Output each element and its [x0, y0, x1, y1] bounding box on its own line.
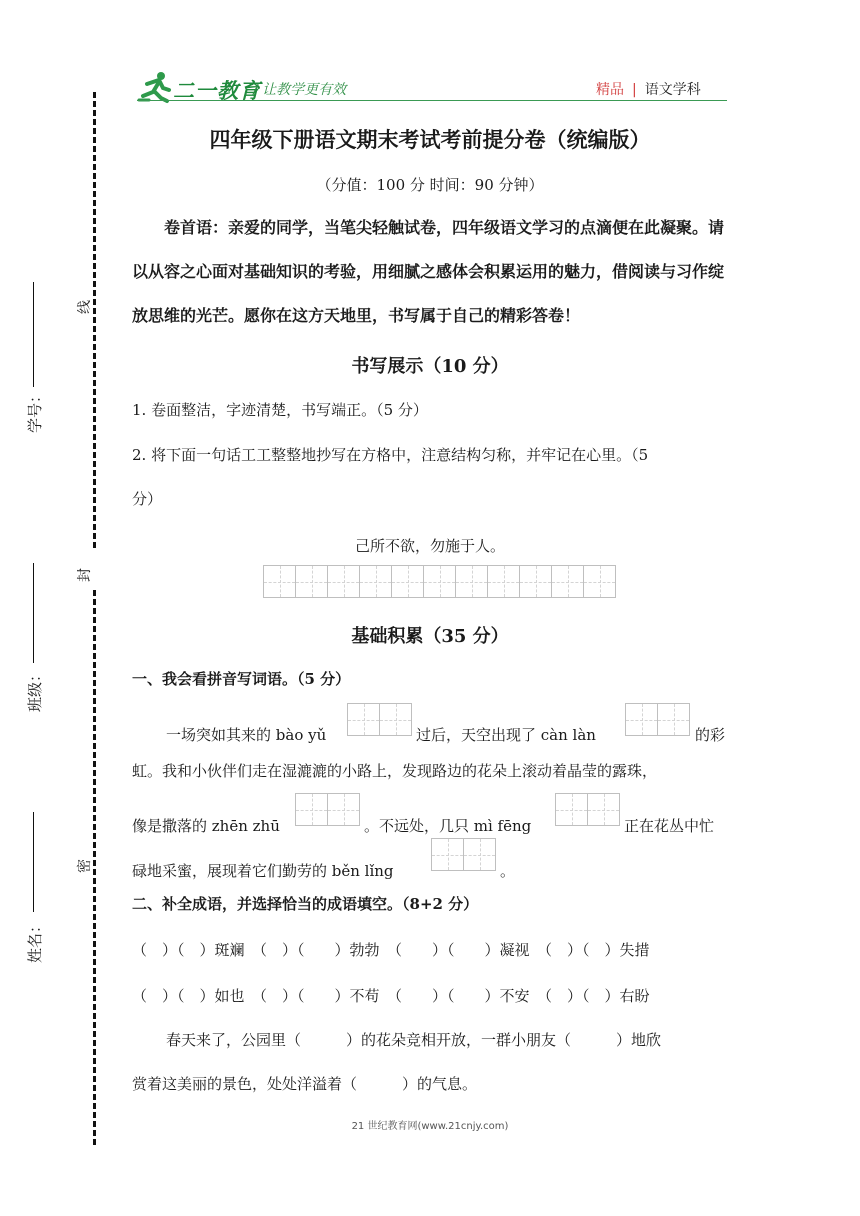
idiom-row-1: （ ）（ ）斑斓 （ ）（ ）勃勃 （ ）（ ）凝视 （ ）（ ）失措 — [132, 941, 650, 959]
margin-xian: 线 — [77, 300, 93, 314]
idiom-fill-line-2: 赏着这美丽的景色，处处洋溢着（ ）的气息。 — [132, 1075, 478, 1093]
xuehao-line[interactable] — [33, 282, 34, 387]
pinyin-para-3a: 像是撒落的 zhēn zhū — [132, 817, 280, 835]
header-right — [596, 79, 701, 99]
margin-mi: 密 — [77, 859, 93, 873]
binding-dashed-line — [93, 92, 96, 548]
answer-grid-zhenzhu[interactable] — [295, 793, 359, 826]
question-1: 1. 卷面整洁，字迹清楚，书写端正。（5 分） — [132, 401, 428, 419]
pinyin-para-1b: 过后，天空出现了 càn làn — [416, 726, 596, 744]
question-pinyin-title: 一、我会看拼音写词语。（5 分） — [132, 670, 351, 688]
writing-grid[interactable] — [263, 565, 615, 598]
answer-grid-canlan[interactable] — [625, 703, 689, 736]
question-2: 2. 将下面一句话工工整整地抄写在方格中，注意结构匀称，并牢记在心里。（5 — [132, 446, 649, 464]
runner-logo-icon — [137, 70, 173, 104]
answer-grid-baoyu[interactable] — [347, 703, 411, 736]
pinyin-para-4a: 碌地采蜜，展现着它们勤劳的 běn lǐng — [132, 862, 394, 880]
header-rule — [137, 100, 727, 101]
section-writing-title: 书写展示（10 分） — [351, 356, 509, 377]
idiom-fill-line-1: 春天来了，公园里（ ）的花朵竞相开放，一群小朋友（ ）地欣 — [166, 1031, 662, 1049]
page-title: 四年级下册语文期末考试考前提分卷（统编版） — [209, 127, 651, 152]
copy-sentence: 己所不欲，勿施于人。 — [354, 537, 505, 555]
question-idiom-title: 二、补全成语，并选择恰当的成语填空。（8+2 分） — [132, 895, 479, 913]
exam-info: （分值：100 分 时间：90 分钟） — [316, 176, 544, 194]
xingming-line[interactable] — [33, 812, 34, 912]
label-xingming: 姓名： — [26, 917, 45, 964]
pinyin-para-1c: 的彩 — [695, 726, 726, 744]
idiom-row-2: （ ）（ ）如也 （ ）（ ）不苟 （ ）（ ）不安 （ ）（ ）右盼 — [132, 987, 650, 1005]
label-banji: 班级： — [26, 666, 45, 713]
subject-label: 语文学科 — [644, 82, 701, 98]
pinyin-para-3b: 。不远处，几只 mì fēng — [364, 817, 532, 835]
pinyin-para-2: 虹。我和小伙伴们走在湿漉漉的小路上，发现路边的花朵上滚动着晶莹的露珠， — [132, 762, 658, 780]
banji-line[interactable] — [33, 563, 34, 663]
footer: 21 世纪教育网(www.21cnjy.com) — [351, 1121, 509, 1132]
question-2-cont: 分） — [132, 490, 163, 508]
pinyin-para-1a: 一场突如其来的 bào yǔ — [166, 726, 327, 744]
pinyin-para-3c: 正在花丛中忙 — [624, 817, 715, 835]
label-xuehao: 学号： — [26, 387, 45, 434]
margin-feng: 封 — [77, 568, 93, 582]
preface: 卷首语：亲爱的同学，当笔尖轻触试卷，四年级语文学习的点滴便在此凝聚。请以从容之心面对基础知识的考验，用细腻之感体会积累运用的魅力，借阅读与习作绽放思维的光芒。愿你在这方天地里，书写属于自己的精彩答卷！ — [132, 218, 725, 325]
premium-badge: 精品 — [596, 82, 624, 98]
answer-grid-benling[interactable] — [431, 838, 495, 871]
logo-text: 二一教育 — [173, 79, 261, 103]
section-basics-title: 基础积累（35 分） — [351, 626, 509, 647]
pinyin-para-4b: 。 — [500, 862, 516, 880]
header-divider: | — [632, 82, 637, 98]
slogan: / 让教学更有效 — [253, 82, 347, 98]
answer-grid-mifeng[interactable] — [555, 793, 619, 826]
